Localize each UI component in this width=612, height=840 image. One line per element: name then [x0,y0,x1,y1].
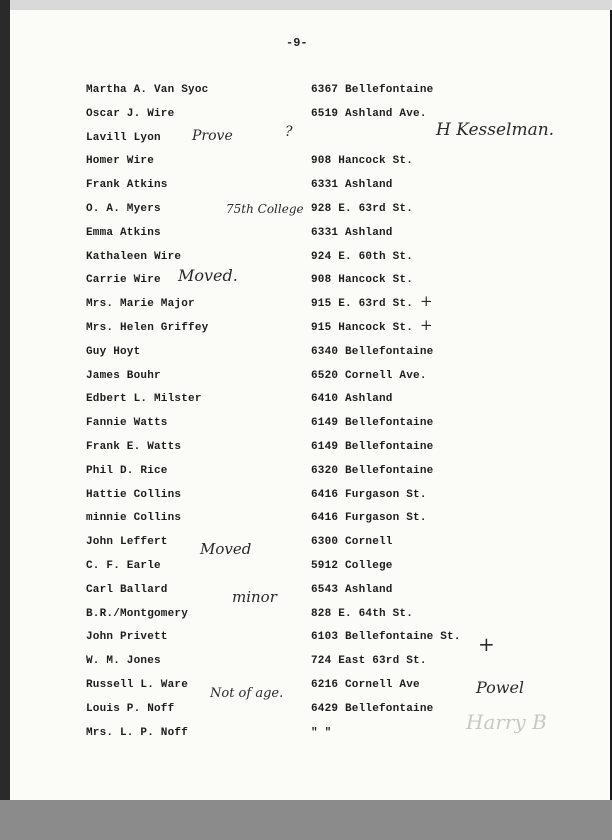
entry-address: 6149 Bellefontaine [311,441,434,453]
handwritten-harry-b: Harry B [466,710,547,734]
entry-address: 6543 Ashland [311,583,393,596]
scan-bottom-edge [0,800,612,840]
entry-address: 6429 Bellefontaine [311,702,434,715]
entry-address: 908 Hancock St. [311,155,414,168]
entry-name: Kathaleen Wire [86,250,182,263]
entry-address: 6331 Ashland [311,226,393,239]
entry-name: W. M. Jones [86,655,161,668]
entry-address: 5912 College [311,560,393,572]
entry-address: 6216 Cornell Ave [311,679,420,691]
entry-address: 6367 Bellefontaine [311,84,434,96]
entry-row [0,393,612,411]
entry-address: 915 E. 63rd St. [311,298,414,311]
entry-name: Oscar J. Wire [86,107,175,120]
entry-row [0,84,612,102]
entry-row [0,584,612,602]
entry-address: 828 E. 64th St. [311,607,414,620]
entry-row [0,512,612,530]
entry-address: 6149 Bellefontaine [311,417,434,430]
handwritten-college: 75th College [226,202,304,216]
entry-address: " " [311,726,332,739]
entry-row [0,203,612,221]
entry-row [0,560,612,578]
entry-address: 6410 Ashland [311,393,393,406]
entry-row [0,465,612,483]
entry-name: Mrs. Helen Griffey [86,322,209,334]
entry-row [0,322,612,340]
entry-row [0,631,612,649]
entry-row [0,536,612,554]
entry-address: 724 East 63rd St. [311,655,427,668]
entry-name: Carrie Wire [86,274,161,287]
entry-address: 928 E. 63rd St. [311,203,414,215]
entry-row [0,274,612,292]
entry-row [0,608,612,626]
handwritten-cross: + [420,292,433,310]
entry-row [0,489,612,507]
entry-row [0,417,612,435]
entry-name: Mrs. Marie Major [86,298,195,311]
entry-name: Frank Atkins [86,179,168,192]
entry-address: 6103 Bellefontaine St. [311,631,461,644]
entry-address: 6340 Bellefontaine [311,345,434,358]
entry-name: Phil D. Rice [86,464,168,477]
entry-row [0,370,612,388]
entry-name: Edbert L. Milster [86,393,202,406]
entry-name: Hattie Collins [86,488,182,501]
entry-name: Louis P. Noff [86,702,175,715]
entry-address: 6300 Cornell [311,536,393,549]
entry-name: James Bouhr [86,369,161,382]
handwritten-moved: Moved. [178,266,238,285]
entry-name: Homer Wire [86,155,155,168]
entry-row [0,179,612,197]
entry-name: Fannie Watts [86,417,168,430]
entry-name: Mrs. L. P. Noff [86,726,189,739]
entry-address: 924 E. 60th St. [311,250,414,263]
handwritten-cross: + [478,632,495,656]
entry-address: 6520 Cornell Ave. [311,369,427,382]
entry-name: Martha A. Van Syoc [86,84,209,96]
entry-name: Frank E. Watts [86,441,182,453]
entry-name: Guy Hoyt [86,345,141,358]
entry-row [0,251,612,269]
entry-address: 908 Hancock St. [311,274,414,287]
handwritten-kesselman: H Kesselman. [436,120,555,140]
entry-row [0,155,612,173]
handwritten-minor: minor [232,588,277,606]
entry-address: 6416 Furgason St. [311,488,427,501]
entry-name: Emma Atkins [86,226,161,239]
entry-row [0,298,612,316]
handwritten-prove: Prove [192,128,233,144]
entry-row [0,441,612,459]
entry-row [0,346,612,364]
entry-address: 6519 Ashland Ave. [311,107,427,120]
handwritten-moved: Moved [200,540,252,558]
entry-address: 6331 Ashland [311,179,393,192]
entry-address: 6416 Furgason St. [311,512,427,525]
handwritten-not-of-age: Not of age. [210,686,284,701]
page-number: -9- [286,36,308,50]
handwritten-cross: + [420,316,433,334]
entry-name: Lavill Lyon [86,131,161,144]
entry-address: 6320 Bellefontaine [311,464,434,477]
entry-name: John Leffert [86,536,168,549]
entry-address: 915 Hancock St. [311,322,414,334]
entry-name: B.R./Montgomery [86,607,189,620]
scan-top-edge [10,0,612,10]
entry-row [0,655,612,673]
entry-name: minnie Collins [86,512,182,525]
entry-name: C. F. Earle [86,560,161,572]
entry-name: Carl Ballard [86,583,168,596]
entry-name: Russell L. Ware [86,679,189,691]
handwritten-powel: Powel [476,678,525,697]
entry-name: O. A. Myers [86,203,161,215]
handwritten-question-mark: ? [285,124,293,140]
entry-row [0,227,612,245]
entry-name: John Privett [86,631,168,644]
